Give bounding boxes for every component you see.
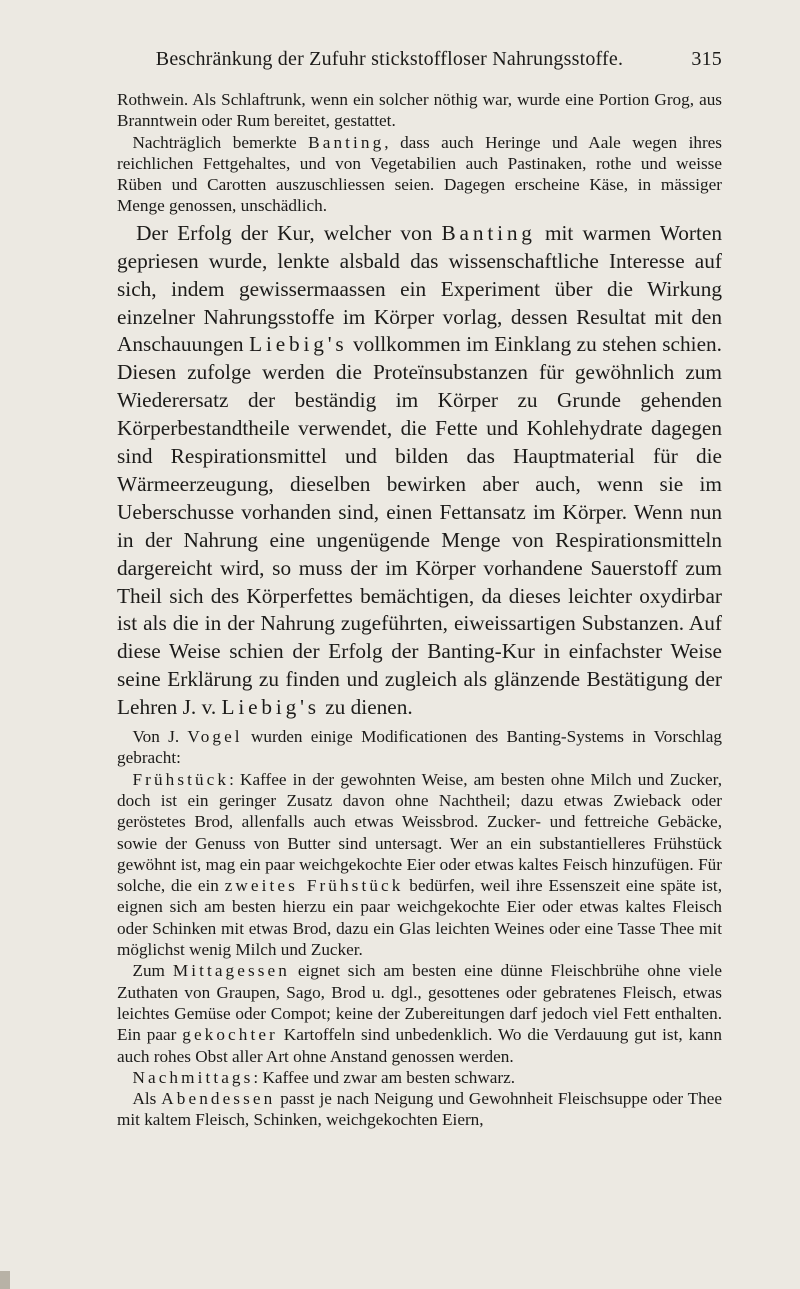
paragraph: Von J. Vogel wurden einige Modificationen des Banting-Systems in Vorschlag gebracht: [117, 727, 722, 768]
emphasis: gekochter [182, 1025, 278, 1045]
meal-label: Frühstück [132, 769, 230, 789]
person-name: Liebig's [249, 332, 348, 357]
page-number: 315 [691, 48, 722, 70]
person-name: Banting [308, 132, 385, 152]
meal-label: zweites Frühstück [224, 876, 404, 896]
paragraph: Nachträglich bemerkte Banting, dass auch Heringe und Aale wegen ihres reichlichen Fettgehaltes, und von Vegetabilien auch Pastinaken, rothe und weisse Rüben und Carotten auszuschliessen seien. Dagegen erscheine Käse, in mässiger Menge genossen, unschädlich. [117, 132, 722, 216]
page-edge-mark [0, 1271, 10, 1289]
section-large [117, 220, 722, 722]
meal-label: Nachmittags [132, 1067, 254, 1087]
paragraph: Rothwein. Als Schlaftrunk, wenn ein solcher nöthig war, wurde eine Portion Grog, aus Branntwein oder Rum bereitet, gestattet. [117, 90, 722, 131]
paragraph: Als Abendessen passt je nach Neigung und Gewohnheit Fleischsuppe oder Thee mit kaltem Fleisch, Schinken, weichgekochten Eiern, [117, 1089, 722, 1130]
paragraph: Zum Mittagessen eignet sich am besten eine dünne Fleischbrühe ohne viele Zuthaten von Graupen, Sago, Brod u. dgl., gesottenes oder gebratenes Fleisch, etwas leichtes Gemüse oder Compot; keine der Zubereitungen darf jedoch viel Fett enthalten. Ein paar gekochter Kartoffeln sind unbedenklich. Wo die Verdauung gut ist, kann auch rohes Obst aller Art ohne Anstand genossen werden. [117, 961, 722, 1066]
section-small-2 [117, 726, 722, 1131]
section-small-1 [117, 89, 722, 217]
paragraph: Frühstück: Kaffee in der gewohnten Weise, am besten ohne Milch und Zucker, doch ist ein geringer Zusatz davon ohne Nachtheil; dazu etwas Zwieback oder geröstetes Brod, allenfalls auch etwas Weissbrod. Zucker- und fettreiche Gebäcke, sowie der Genuss von Butter sind untersagt. Wer an ein substantielleres Frühstück gewöhnt ist, mag ein paar weichgekochte Eier oder etwas kaltes Feisch hinzufügen. Für solche, die ein zweites Frühstück bedürfen, weil ihre Essenszeit eine späte ist, eignen sich am besten hierzu ein paar weichgekochte Eier oder etwas kaltes Fleisch oder Schinken mit etwas Brod, dazu ein Glas leichten Weines oder eine Tasse Thee mit möglichst wenig Milch und Zucker. [117, 769, 722, 960]
meal-label: Mittagessen [172, 961, 290, 981]
person-name: Banting [441, 220, 536, 245]
running-head [117, 48, 722, 80]
person-name: Liebig's [221, 695, 320, 720]
paragraph: Nachmittags: Kaffee und zwar am besten schwarz. [132, 1067, 516, 1087]
running-title: Beschränkung der Zufuhr stickstoffloser Nahrungsstoffe. [155, 48, 624, 70]
meal-label: Abendessen [161, 1089, 276, 1109]
paragraph: Der Erfolg der Kur, welcher von Banting mit warmen Worten gepriesen wurde, lenkte alsbald das wissenschaftliche Interesse auf sich, indem gewissermaassen ein Experiment über die Wirkung einzelner Nahrungsstoffe im Körper vorlag, dessen Resultat mit den Anschauungen Liebig's vollkommen im Einklang zu stehen schien. Diesen zufolge werden die Proteïnsubstanzen für gewöhnlich zum Wiederersatz der beständig im Körper zu Grunde gehenden Körperbestandtheile verwendet, die Fette und Kohlehydrate dagegen sind Respirationsmittel und bilden das Hauptmaterial für die Wärmeerzeugung, dieselben bewirken aber auch, wenn sie im Ueberschusse vorhanden sind, einen Fettansatz im Körper. Wenn nun in der Nahrung eine ungenügende Menge von Respirationsmitteln dargereicht wird, so muss der im Körper vorhandene Sauerstoff zum Theil sich des Körperfettes bemächtigen, da dieses leichter oxydirbar ist als die in der Nahrung zugeführten, eiweissartigen Substanzen. Auf diese Weise schien der Erfolg der Banting-Kur in einfachster Weise seine Erklärung zu finden und zugleich als glänzende Bestätigung der Lehren J. v. Liebig's zu dienen. [117, 220, 723, 720]
person-name: Vogel [187, 727, 243, 747]
